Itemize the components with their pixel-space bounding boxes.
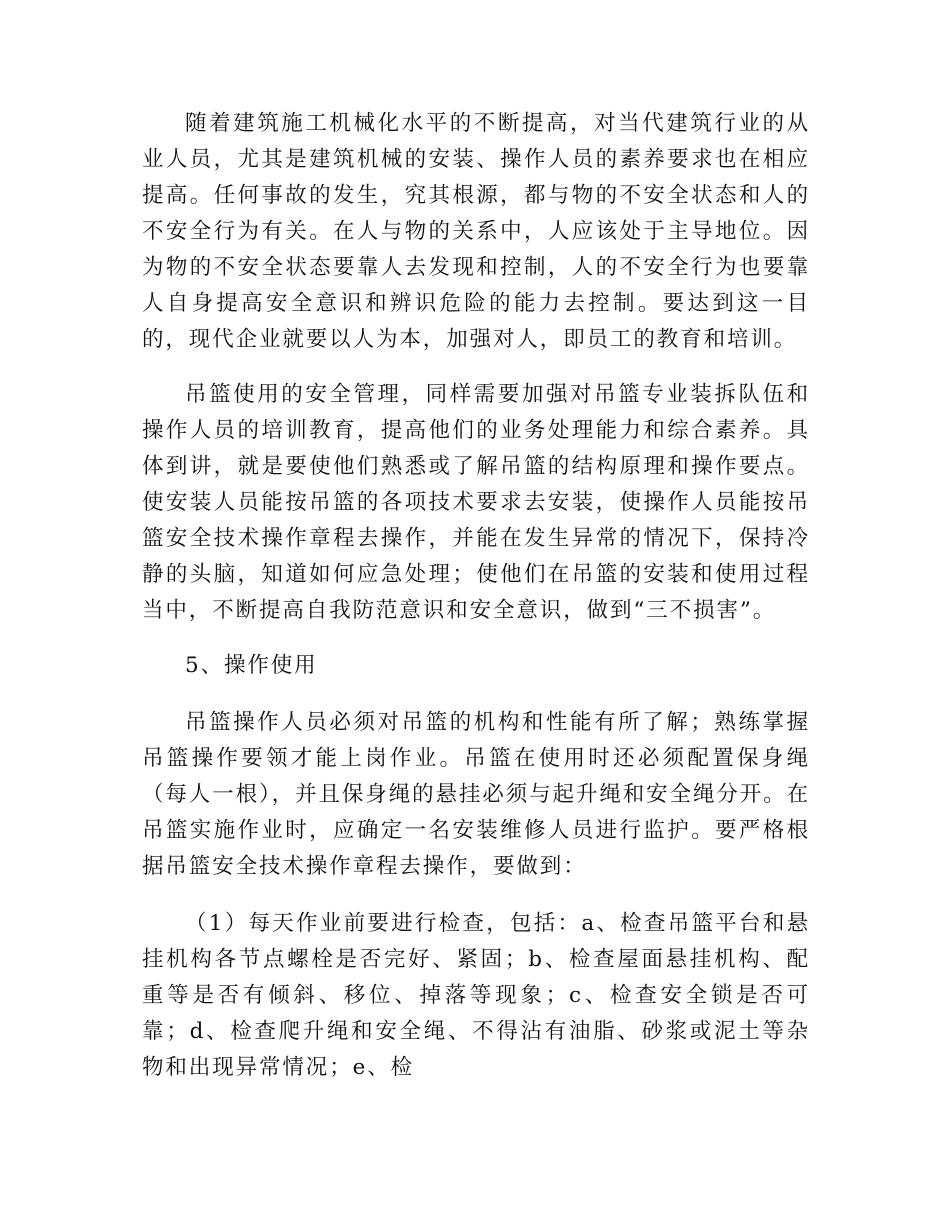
- document-page: [142, 106, 810, 1086]
- section-heading-operation: 5、操作使用: [185, 653, 318, 678]
- paragraph-industry-safety: 随着建筑施工机械化水平的不断提高，对当代建筑行业的从业人员，尤其是建筑机械的安装、操作人员的素养要求也在相应提高。任何事故的发生，究其根源，都与物的不安全状态和人的不安全行为有关。在人与物的关系中，人应该处于主导地位。因为物的不安全状态要靠人去发现和控制，人的不安全行为也要靠人自身提高安全意识和辨识危险的能力去控制。要达到这一目的，现代企业就要以人为本，加强对人，即员工的教育和培训。: [142, 111, 810, 352]
- paragraph-basket-training: 吊篮使用的安全管理，同样需要加强对吊篮专业装拆队伍和操作人员的培训教育，提高他们的业务处理能力和综合素养。具体到讲，就是要使他们熟悉或了解吊篮的结构原理和操作要点。使安装人员能按吊篮的各项技术要求去安装，使操作人员能按吊篮安全技术操作章程去操作，并能在发生异常的情况下，保持冷静的头脑，知道如何应急处理；使他们在吊篮的安装和使用过程当中，不断提高自我防范意识和安全意识，做到“三不损害”。: [142, 382, 810, 623]
- paragraph-operator-requirements: 吊篮操作人员必须对吊篮的机构和性能有所了解；熟练掌握吊篮操作要领才能上岗作业。吊篮在使用时还必须配置保身绳 （每人一根），并且保身绳的悬挂必须与起升绳和安全绳分开。在吊篮实施作业时，应确定一名安装维修人员进行监护。要严格根据吊篮安全技术操作章程去操作，要做到：: [142, 710, 810, 879]
- paragraph-daily-inspection: （1）每天作业前要进行检查，包括：a、检查吊篮平台和悬挂机构各节点螺栓是否完好、紧固；b、检查屋面悬挂机构、配重等是否有倾斜、移位、掉落等现象；c、检查安全锁是否可靠；d、检查爬升绳和安全绳、不得沾有油脂、砂浆或泥土等杂物和出现异常情况；e、检: [142, 911, 810, 1080]
